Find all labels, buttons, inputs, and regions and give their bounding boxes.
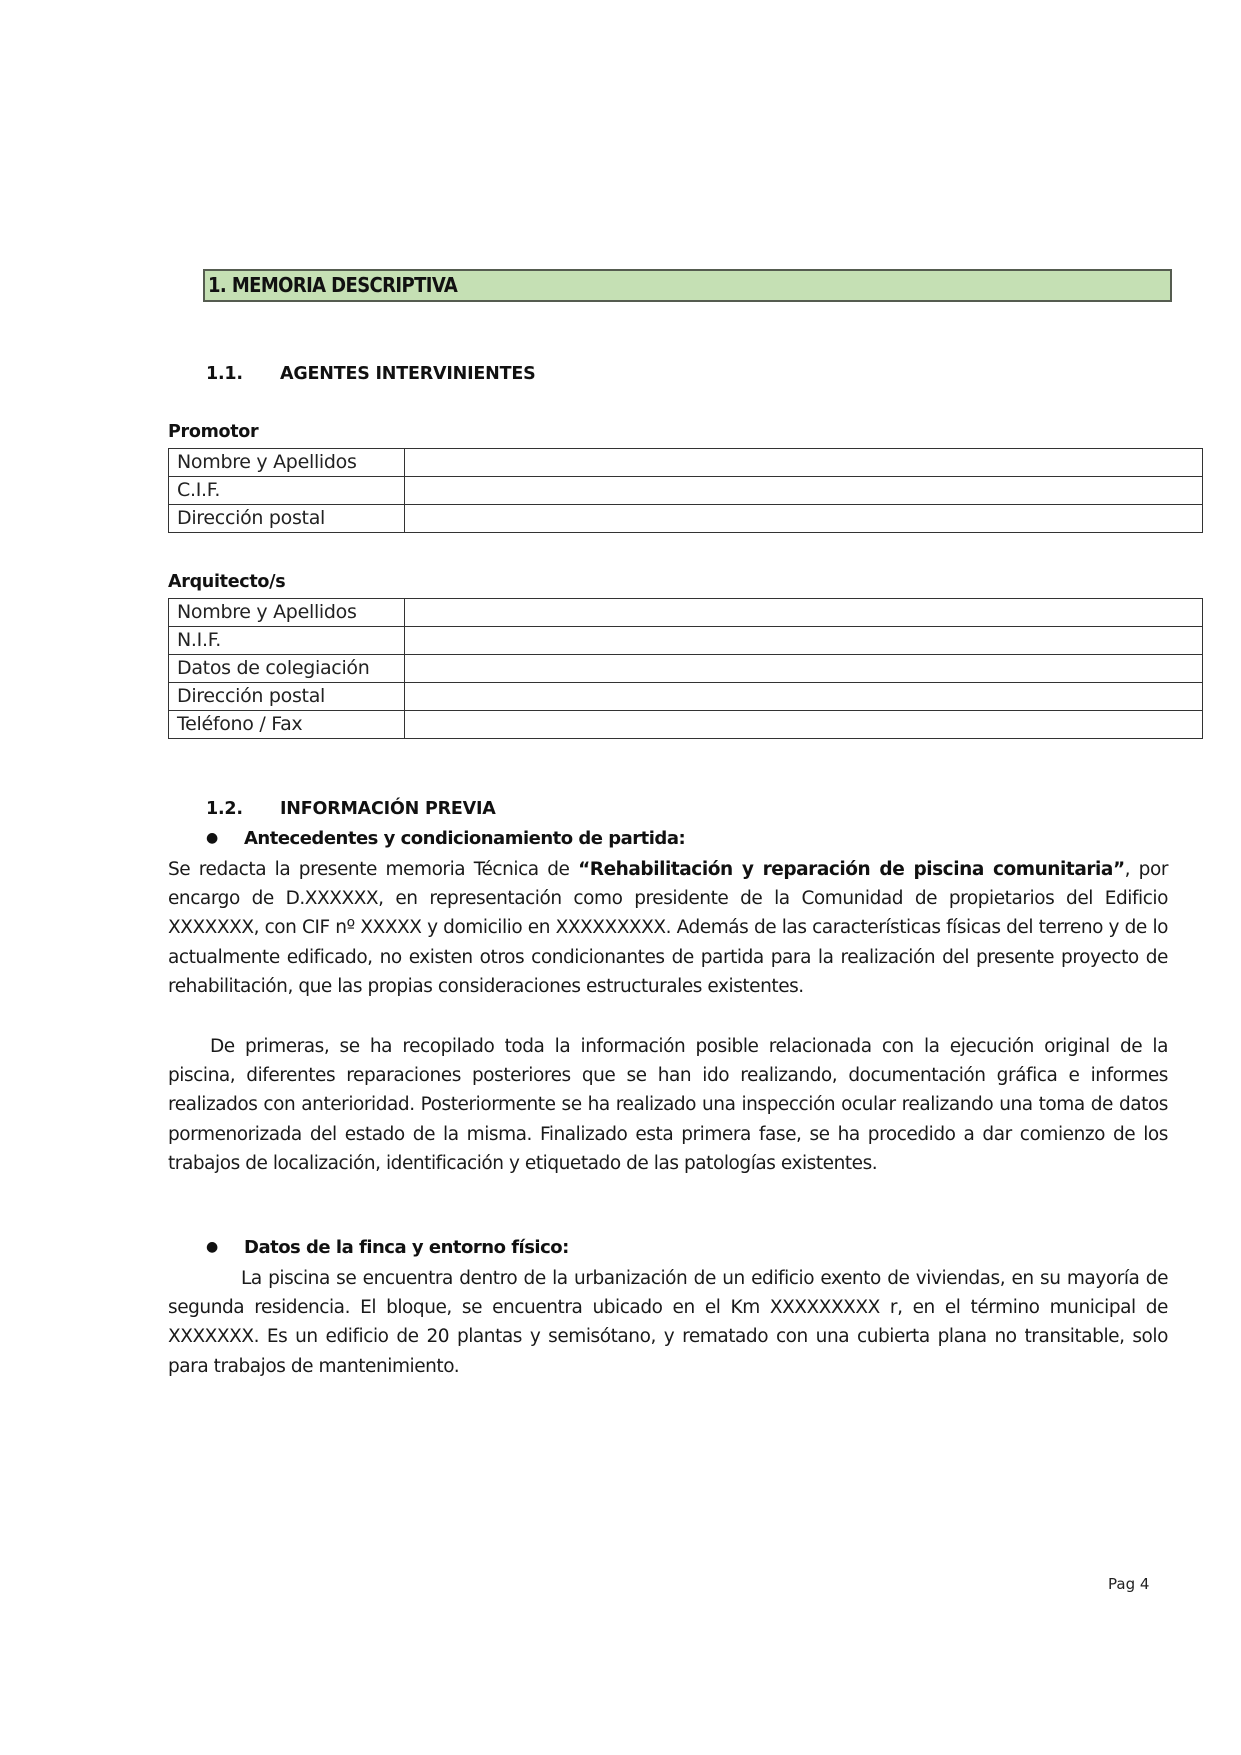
- section-heading-agentes: [206, 364, 536, 384]
- arquitecto-table: [168, 598, 1203, 739]
- row-value-field[interactable]: [405, 683, 1203, 711]
- section-heading-informacion: [206, 799, 496, 819]
- row-value-field[interactable]: [405, 627, 1203, 655]
- row-label: Datos de colegiación: [169, 655, 405, 683]
- section-number: 1.1.: [206, 364, 243, 384]
- promotor-title: Promotor: [168, 422, 259, 442]
- table-row: [169, 477, 1203, 505]
- chapter-title: 1. MEMORIA DESCRIPTIVA: [203, 269, 1172, 302]
- paragraph-antecedentes-2: De primeras, se ha recopilado toda la información posible relacionada con la ejecución original de la piscina, diferentes reparaciones posteriores que se han ido realizando, documentación gráfica e informes realizados con anterioridad. Posteriormente se ha realizado una inspección ocular realizando una toma de datos pormenorizada del estado de la misma. Finalizado esta primera fase, se ha procedido a dar comienzo de los trabajos de localización, identificación y etiquetado de las patologías existentes.: [168, 1036, 1168, 1174]
- row-value-field[interactable]: [405, 449, 1203, 477]
- row-value-field[interactable]: [405, 599, 1203, 627]
- row-value-field[interactable]: [405, 505, 1203, 533]
- table-row: [169, 711, 1203, 739]
- paragraph-text: , por encargo de D.XXXXXX, en representación como presidente de la Comunidad de propietarios del Edificio XXXXXXX, con CIF nº XXXXX y domicilio en XXXXXXXXX. Además de las características físicas del terreno y de lo actualmente edificado, no existen otros condicionantes de partida para la realización del presente proyecto de rehabilitación, que las propias consideraciones estructurales existentes.: [168, 859, 1168, 997]
- table-row: [169, 683, 1203, 711]
- row-value-field[interactable]: [405, 655, 1203, 683]
- section-number: 1.2.: [206, 799, 243, 819]
- bullet-heading-text: Antecedentes y condicionamiento de partida:: [244, 828, 686, 849]
- row-value-field[interactable]: [405, 711, 1203, 739]
- row-value-field[interactable]: [405, 477, 1203, 505]
- paragraph-antecedentes-1: [168, 855, 1168, 1001]
- bullet-heading-text: Datos de la finca y entorno físico:: [244, 1237, 569, 1258]
- section-title: INFORMACIÓN PREVIA: [280, 799, 496, 819]
- row-label: Nombre y Apellidos: [169, 599, 405, 627]
- table-row: [169, 505, 1203, 533]
- bullet-icon: ●: [206, 830, 218, 846]
- project-title-bold: “Rehabilitación y reparación de piscina comunitaria”: [578, 859, 1125, 880]
- paragraph-text: Se redacta la presente memoria Técnica de: [168, 859, 579, 880]
- promotor-table: [168, 448, 1203, 533]
- table-row: [169, 627, 1203, 655]
- row-label: Dirección postal: [169, 505, 405, 533]
- row-label: C.I.F.: [169, 477, 405, 505]
- bullet-heading-antecedentes: [206, 828, 685, 849]
- bullet-heading-finca: [206, 1237, 569, 1258]
- row-label: Nombre y Apellidos: [169, 449, 405, 477]
- row-label: Dirección postal: [169, 683, 405, 711]
- section-title: AGENTES INTERVINIENTES: [280, 364, 536, 384]
- table-row: [169, 655, 1203, 683]
- bullet-icon: ●: [206, 1239, 218, 1255]
- page-number: Pag 4: [1108, 1575, 1150, 1593]
- row-label: Teléfono / Fax: [169, 711, 405, 739]
- table-row: [169, 449, 1203, 477]
- table-row: [169, 599, 1203, 627]
- row-label: N.I.F.: [169, 627, 405, 655]
- paragraph-finca-1: La piscina se encuentra dentro de la urbanización de un edificio exento de viviendas, en su mayoría de segunda residencia. El bloque, se encuentra ubicado en el Km XXXXXXXXX r, en el término municipal de XXXXXXX. Es un edificio de 20 plantas y semisótano, y rematado con una cubierta plana no transitable, solo para trabajos de mantenimiento.: [168, 1268, 1168, 1377]
- arquitecto-title: Arquitecto/s: [168, 572, 286, 592]
